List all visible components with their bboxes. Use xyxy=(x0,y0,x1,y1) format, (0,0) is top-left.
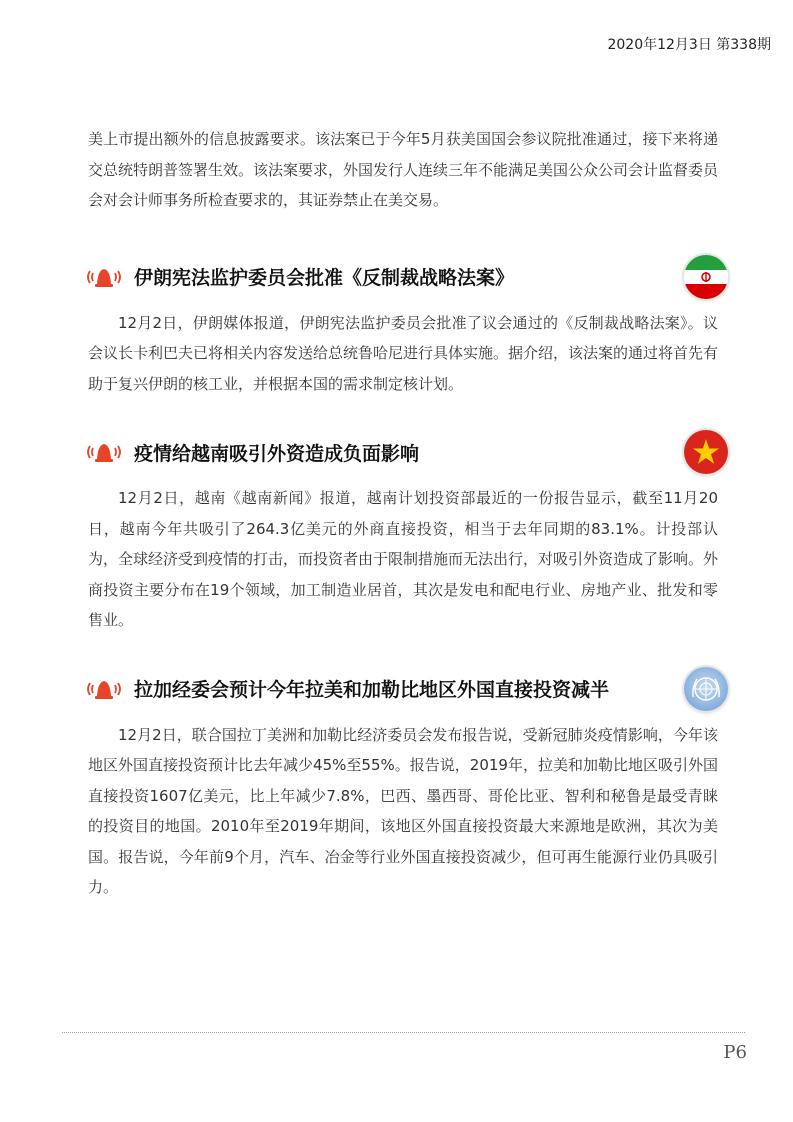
news-section-latin-america xyxy=(88,658,718,903)
article-content xyxy=(88,124,718,903)
section-body: 12月2日，联合国拉丁美洲和加勒比经济委员会发布报告说，受新冠肺炎疫情影响，今年该地区外国直接投资预计比去年减少45%至55%。报告说，2019年，拉美和加勒比地区吸引外国直接投资1607亿美元，比上年减少7.8%，巴西、墨西哥、哥伦比亚、智利和秘鲁是最受青睐的投资目的地国。2010年至2019年期间，该地区外国直接投资最大来源地是欧洲，其次为美国。报告说，今年前9个月，汽车、冶金等行业外国直接投资减少，但可再生能源行业仍具吸引力。 xyxy=(88,725,718,896)
section-body: 12月2日，越南《越南新闻》报道，越南计划投资部最近的一份报告显示，截至11月20日，越南今年共吸引了264.3亿美元的外商直接投资，相当于去年同期的83.1%。计投部认为，全球经济受到疫情的打击，而投资者由于限制措施而无法出行，对吸引外资造成了影响。外商投资主要分布在19个领域，加工制造业居首，其次是发电和配电行业、房地产业、批发和零售业。 xyxy=(88,489,719,629)
section-title: 伊朗宪法监护委员会批准《反制裁战略法案》 xyxy=(134,267,515,289)
section-title: 拉加经委会预计今年拉美和加勒比地区外国直接投资减半 xyxy=(134,679,610,701)
section-body: 12月2日，伊朗媒体报道，伊朗宪法监护委员会批准了议会通过的《反制裁战略法案》。议会议长卡利巴夫已将相关内容发送给总统鲁哈尼进行具体实施。据介绍，该法案的通过将首先有助于复兴伊朗的核工业，并根据本国的需求制定核计划。 xyxy=(88,313,719,393)
alarm-bell-icon xyxy=(84,264,124,290)
iran-flag-icon xyxy=(684,255,728,299)
un-emblem-icon xyxy=(684,667,728,711)
section-title: 疫情给越南吸引外资造成负面影响 xyxy=(134,442,420,465)
news-section-iran xyxy=(88,246,718,400)
alarm-bell-icon xyxy=(84,676,124,702)
section-heading xyxy=(84,421,718,483)
page-number: P6 xyxy=(723,1042,747,1063)
section-heading xyxy=(84,658,718,720)
footer-divider xyxy=(62,1032,745,1033)
issue-date: 2020年12月3日 第338期 xyxy=(607,37,771,53)
section-heading xyxy=(84,246,718,308)
news-section-vietnam xyxy=(88,421,718,636)
intro-paragraph: 美上市提出额外的信息披露要求。该法案已于今年5月获美国国会参议院批准通过，接下来将递交总统特朗普签署生效。该法案要求，外国发行人连续三年不能满足美国公众公司会计监督委员会对会计师事务所检查要求的，其证券禁止在美交易。 xyxy=(88,130,719,209)
alarm-bell-icon xyxy=(84,439,124,465)
vietnam-flag-icon xyxy=(684,430,728,474)
